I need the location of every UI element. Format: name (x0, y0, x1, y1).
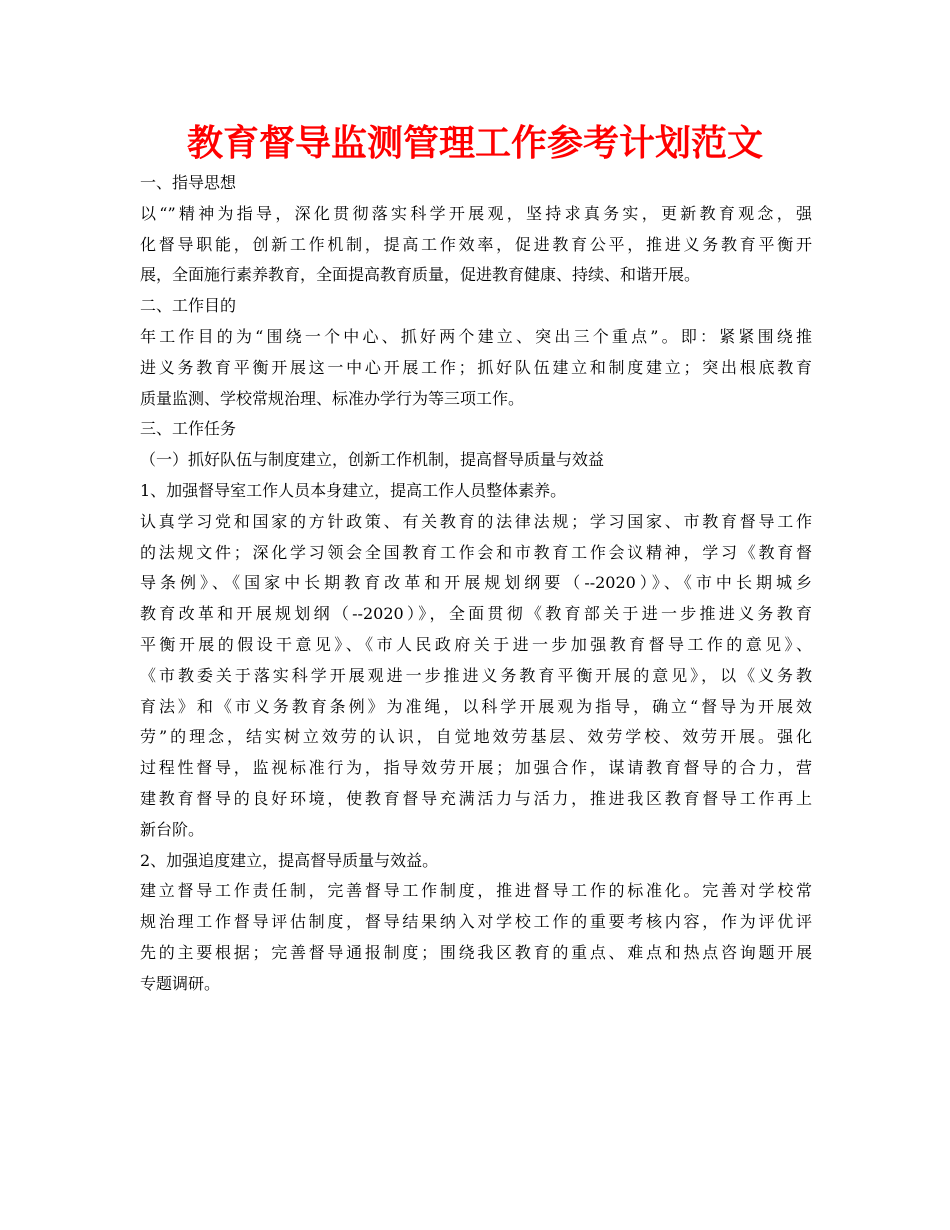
body-line: 先的主要根据；完善督导通报制度；围绕我区教育的重点、难点和热点咨询题开展 (140, 942, 812, 962)
body-line: 年工作目的为“围绕一个中心、抓好两个建立、突出三个重点”。即：紧紧围绕推 (140, 326, 812, 346)
body-line: 育法》和《市义务教育条例》为准绳，以科学开展观为指导，确立“督导为开展效 (140, 696, 812, 716)
body-line: 教育改革和开展规划纲（--2020）》，全面贯彻《教育部关于进一步推进义务教育 (140, 604, 812, 624)
body-line: 新台阶。 (140, 819, 205, 839)
document-body (140, 168, 812, 1000)
body-line: 一、指导思想 (140, 173, 237, 192)
body-line: 认真学习党和国家的方针政策、有关教育的法律法规；学习国家、市教育督导工作 (140, 511, 812, 531)
body-line: 过程性督导，监视标准行为，指导效劳开展；加强合作，谋请教育督导的合力，营 (140, 758, 812, 778)
body-line: 质量监测、学校常规治理、标准办学行为等三项工作。 (140, 388, 525, 408)
body-line: 展，全面施行素养教育，全面提高教育质量，促进教育健康、持续、和谐开展。 (140, 265, 701, 285)
body-line: （一）抓好队伍与制度建立，创新工作机制，提高督导质量与效益 (140, 450, 605, 470)
document-title: 教育督导监测管理工作参考计划范文 (186, 123, 763, 164)
body-line: 的法规文件；深化学习领会全国教育工作会和市教育工作会议精神，学习《教育督 (140, 542, 812, 562)
body-line: 进义务教育平衡开展这一中心开展工作；抓好队伍建立和制度建立；突出根底教育 (140, 357, 812, 377)
body-line: 规治理工作督导评估制度，督导结果纳入对学校工作的重要考核内容，作为评优评 (140, 912, 812, 932)
body-line: 以“”精神为指导，深化贯彻落实科学开展观，坚持求真务实，更新教育观念，强 (140, 203, 812, 223)
body-line: 平衡开展的假设干意见》、《市人民政府关于进一步加强教育督导工作的意见》、 (140, 634, 812, 654)
body-line: 导条例》、《国家中长期教育改革和开展规划纲要（--2020）》、《市中长期城乡 (140, 573, 812, 593)
body-line: 化督导职能，创新工作机制，提高工作效率，促进教育公平，推进义务教育平衡开 (140, 234, 812, 254)
body-line: 三、工作任务 (140, 419, 237, 439)
body-line: 2、加强追度建立，提高督导质量与效益。 (140, 850, 439, 870)
body-line: 劳”的理念，结实树立效劳的认识，自觉地效劳基层、效劳学校、效劳开展。强化 (140, 727, 812, 747)
body-line: 建教育督导的良好环境，使教育督导充满活力与活力，推进我区教育督导工作再上 (140, 788, 812, 808)
body-line: 二、工作目的 (140, 296, 237, 316)
body-line: 专题调研。 (140, 973, 221, 993)
body-line: 建立督导工作责任制，完善督导工作制度，推进督导工作的标准化。完善对学校常 (140, 881, 812, 901)
body-line: 《市教委关于落实科学开展观进一步推进义务教育平衡开展的意见》，以《义务教 (140, 665, 812, 685)
body-line: 1、加强督导室工作人员本身建立，提高工作人员整体素养。 (140, 480, 567, 500)
